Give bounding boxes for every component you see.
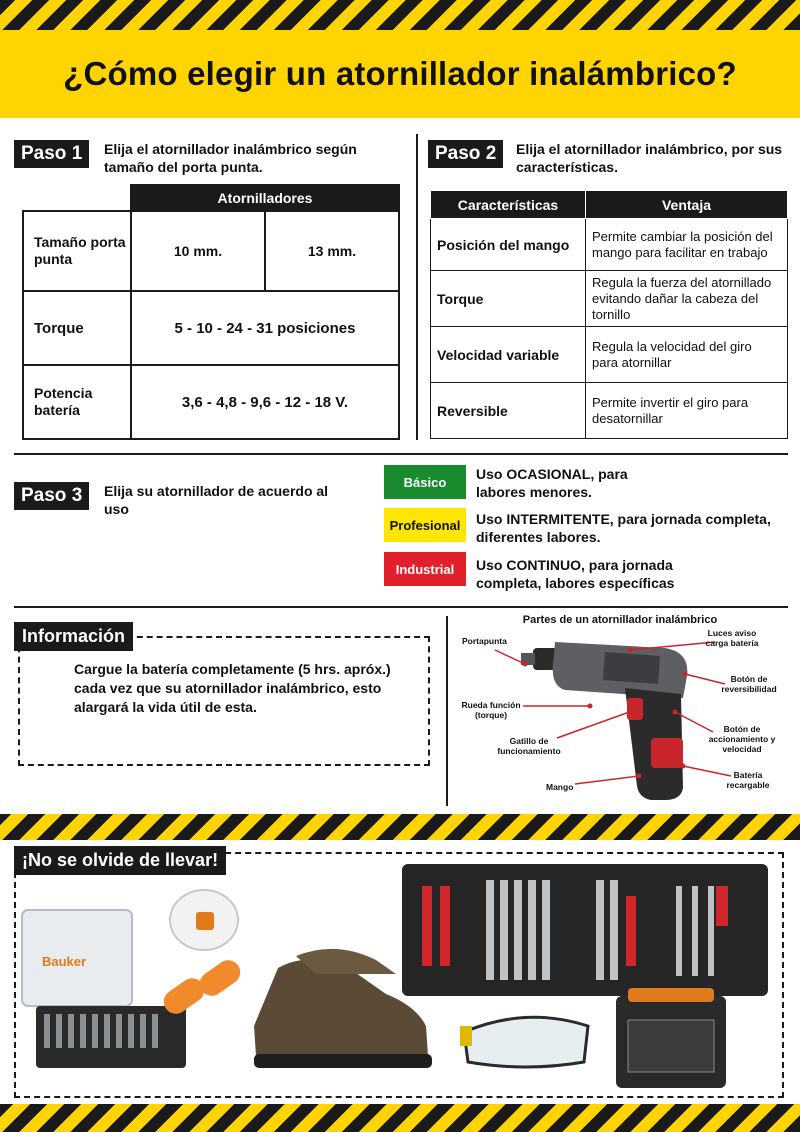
label-bateria: Batería recargable [726,770,770,790]
advantage-reversible: Permite invertir el giro para desatornillar [586,383,788,439]
bit-set-brand: Bauker [42,954,87,969]
level-pro-desc: Uso INTERMITENTE, para jornada completa, diferentes labores. [476,511,771,545]
bring-tag: ¡No se olvide de llevar! [14,846,226,875]
safety-goggles-icon [460,1017,588,1067]
step1-table [22,184,400,440]
step1-table-header: Atornilladores [131,185,399,211]
header-advantage: Ventaja [586,191,788,219]
title-bar [0,30,800,118]
divider-vertical-1 [416,134,418,440]
label-mango: Mango [546,782,574,792]
header-features: Características [431,191,586,219]
size-10mm: 10 mm. [131,211,265,291]
step3-tag: Paso 3 [14,482,89,510]
level-industrial-badge: Industrial [384,552,466,586]
divider-vertical-2 [446,616,448,806]
page-title: ¿Cómo elegir un atornillador inalámbrico? [63,55,737,92]
step2-tag: Paso 2 [428,140,503,168]
row-label-torque: Torque [23,291,131,365]
level-pro-badge: Profesional [384,508,466,542]
label-gatillo: Gatillo de funcionamiento [497,736,561,756]
feature-torque: Torque [431,271,586,327]
size-13mm: 13 mm. [265,211,399,291]
row-label-size: Tamaño porta punta [23,211,131,291]
bit-set-icon [22,910,186,1068]
mask-icon [170,890,238,950]
level-basic-desc: Uso OCASIONAL, para labores menores. [476,466,628,500]
divider-horizontal-1 [14,453,788,455]
label-rueda: Rueda función (torque) [461,700,521,720]
hazard-stripe-middle [0,814,800,840]
advantage-speed: Regula la velocidad del giro para atornillar [586,327,788,383]
tool-case-icon [402,864,768,996]
info-text: Cargue la batería completamente (5 hrs. apróx.) cada vez que su atornillador inalámbrico, esto alargará la vida útil de esta. [74,661,391,715]
hazard-stripe-top [0,0,800,30]
row-label-battery: Potencia batería [23,365,131,439]
accessories-illustration [16,856,782,1096]
divider-horizontal-2 [14,606,788,608]
label-portapunta: Portapunta [462,636,507,646]
battery-value: 3,6 - 4,8 - 9,6 - 12 - 18 V. [131,365,399,439]
advantage-torque: Regula la fuerza del atornillado evitando dañar la cabeza del tornillo [586,271,788,327]
step1-tag: Paso 1 [14,140,89,168]
step2-table [430,190,788,439]
step1-text: Elija el atornillador inalámbrico según tamaño del porta punta. [104,141,357,175]
parts-title: Partes de un atornillador inalámbrico [522,614,718,626]
feature-speed: Velocidad variable [431,327,586,383]
label-luces: Luces aviso carga batería [705,628,759,648]
label-accionamiento: Botón de accionamiento y velocidad [708,724,776,754]
step3-text: Elija su atornillador de acuerdo al uso [104,483,329,517]
feature-handle: Posición del mango [431,219,586,271]
label-reversibilidad: Botón de reversibilidad [721,674,777,694]
info-tag: Información [14,622,133,651]
level-industrial-desc: Uso CONTINUO, para jornada completa, labores específicas [476,557,675,591]
earplugs-icon [159,956,245,1019]
toolbox-icon [616,988,726,1088]
torque-value: 5 - 10 - 24 - 31 posiciones [131,291,399,365]
level-basic-badge: Básico [384,465,466,499]
hazard-stripe-bottom [0,1104,800,1132]
advantage-handle: Permite cambiar la posición del mango para facilitar en trabajo [586,219,788,271]
step2-text: Elija el atornillador inalámbrico, por sus características. [516,141,783,175]
feature-reversible: Reversible [431,383,586,439]
